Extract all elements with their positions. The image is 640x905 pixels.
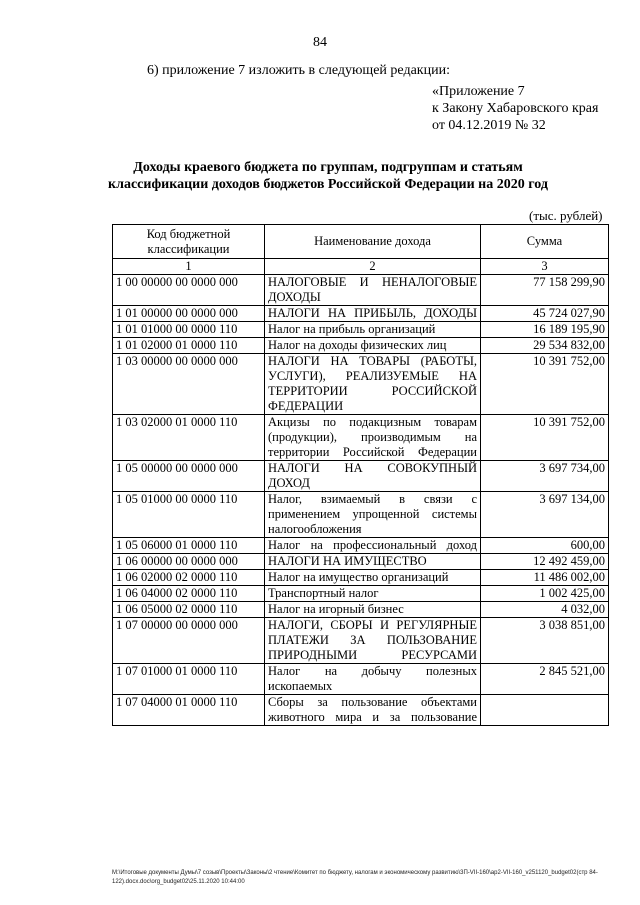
name-cell: НАЛОГИ НА ПРИБЫЛЬ, ДОХОДЫ — [265, 306, 481, 322]
code-cell: 1 00 00000 00 0000 000 — [113, 275, 265, 306]
code-cell: 1 03 00000 00 0000 000 — [113, 354, 265, 415]
sum-cell: 77 158 299,90 — [481, 275, 609, 306]
sum-cell: 11 486 002,00 — [481, 570, 609, 586]
units-label: (тыс. рублей) — [529, 208, 603, 223]
name-cell: Налог на имущество организаций — [265, 570, 481, 586]
budget-table — [112, 224, 609, 726]
code-cell: 1 01 00000 00 0000 000 — [113, 306, 265, 322]
name-cell: Налог на прибыль организаций — [265, 322, 481, 338]
code-cell: 1 01 02000 01 0000 110 — [113, 338, 265, 354]
name-cell: НАЛОГИ НА ИМУЩЕСТВО — [265, 554, 481, 570]
table-row — [113, 586, 609, 602]
table-row — [113, 538, 609, 554]
table-row — [113, 306, 609, 322]
table-body — [113, 275, 609, 726]
table-row — [113, 695, 609, 726]
sum-cell — [481, 695, 609, 726]
table-row — [113, 554, 609, 570]
name-cell: Сборы за пользование объектами животного мира и за пользование — [265, 695, 481, 726]
sum-cell: 3 697 134,00 — [481, 492, 609, 538]
code-cell: 1 06 05000 02 0000 110 — [113, 602, 265, 618]
name-cell: Налог на игорный бизнес — [265, 602, 481, 618]
table-row — [113, 664, 609, 695]
name-cell: Транспортный налог — [265, 586, 481, 602]
table-row — [113, 570, 609, 586]
table-row — [113, 338, 609, 354]
appendix-line: от 04.12.2019 № 32 — [432, 118, 546, 133]
code-cell: 1 06 00000 00 0000 000 — [113, 554, 265, 570]
name-cell: Акцизы по подакцизным товарам (продукции), производимым на территории Российской Федерации — [265, 415, 481, 461]
sum-cell: 29 534 832,00 — [481, 338, 609, 354]
table-row — [113, 618, 609, 664]
sum-cell: 1 002 425,00 — [481, 586, 609, 602]
table-row — [113, 322, 609, 338]
column-number: 1 — [113, 259, 265, 275]
name-cell: Налог на добычу полезных ископаемых — [265, 664, 481, 695]
sum-cell: 600,00 — [481, 538, 609, 554]
name-cell: Налог на профессиональный доход — [265, 538, 481, 554]
sum-cell: 16 189 195,90 — [481, 322, 609, 338]
appendix-line: к Закону Хабаровского края — [432, 101, 599, 116]
sum-cell: 3 697 734,00 — [481, 461, 609, 492]
name-cell: НАЛОГИ, СБОРЫ И РЕГУЛЯРНЫЕ ПЛАТЕЖИ ЗА ПОЛЬЗОВАНИЕ ПРИРОДНЫМИ РЕСУРСАМИ — [265, 618, 481, 664]
code-cell: 1 07 01000 01 0000 110 — [113, 664, 265, 695]
appendix-reference — [432, 83, 598, 134]
header-code: Код бюджетной классификации — [113, 225, 265, 259]
code-cell: 1 05 06000 01 0000 110 — [113, 538, 265, 554]
name-cell: НАЛОГИ НА СОВОКУПНЫЙ ДОХОД — [265, 461, 481, 492]
sum-cell: 10 391 752,00 — [481, 354, 609, 415]
sum-cell: 4 032,00 — [481, 602, 609, 618]
name-cell: Налог, взимаемый в связи с применением упрощенной системы налогообложения — [265, 492, 481, 538]
column-number: 3 — [481, 259, 609, 275]
sum-cell: 10 391 752,00 — [481, 415, 609, 461]
name-cell: Налог на доходы физических лиц — [265, 338, 481, 354]
name-cell: НАЛОГОВЫЕ И НЕНАЛОГОВЫЕ ДОХОДЫ — [265, 275, 481, 306]
table-row — [113, 602, 609, 618]
sum-cell: 12 492 459,00 — [481, 554, 609, 570]
table-row — [113, 275, 609, 306]
table-row — [113, 492, 609, 538]
sum-cell: 3 038 851,00 — [481, 618, 609, 664]
code-cell: 1 07 00000 00 0000 000 — [113, 618, 265, 664]
column-number: 2 — [265, 259, 481, 275]
table-header-row — [113, 225, 609, 259]
name-cell: НАЛОГИ НА ТОВАРЫ (РАБОТЫ, УСЛУГИ), РЕАЛИЗУЕМЫЕ НА ТЕРРИТОРИИ РОССИЙСКОЙ ФЕДЕРАЦИИ — [265, 354, 481, 415]
code-cell: 1 03 02000 01 0000 110 — [113, 415, 265, 461]
file-path-footer: M:\Итоговые документы Думы\7 созыв\Проекты\Законы\2 чтение\Комитет по бюджету, налогам и экономическому развитию\3П-VII-160\ap2-VII-160_v251120_budget02(стр 84-122).docx.doc\org_budget02\25.11.2020 10:44:00 — [112, 870, 598, 885]
table-row — [113, 415, 609, 461]
table-row — [113, 461, 609, 492]
code-cell: 1 01 01000 00 0000 110 — [113, 322, 265, 338]
page-number: 84 — [313, 35, 327, 50]
document-title: Доходы краевого бюджета по группам, подгруппам и статьям классификации доходов бюджетов Российской Федерации на 2020 год — [108, 160, 548, 192]
sum-cell: 45 724 027,90 — [481, 306, 609, 322]
code-cell: 1 05 00000 00 0000 000 — [113, 461, 265, 492]
code-cell: 1 06 02000 02 0000 110 — [113, 570, 265, 586]
header-sum: Сумма — [481, 225, 609, 259]
intro-text: 6) приложение 7 изложить в следующей редакции: — [147, 63, 450, 78]
column-number-row — [113, 259, 609, 275]
table-row — [113, 354, 609, 415]
code-cell: 1 05 01000 00 0000 110 — [113, 492, 265, 538]
sum-cell: 2 845 521,00 — [481, 664, 609, 695]
code-cell: 1 06 04000 02 0000 110 — [113, 586, 265, 602]
code-cell: 1 07 04000 01 0000 110 — [113, 695, 265, 726]
header-name: Наименование дохода — [265, 225, 481, 259]
appendix-line: «Приложение 7 — [432, 84, 525, 99]
